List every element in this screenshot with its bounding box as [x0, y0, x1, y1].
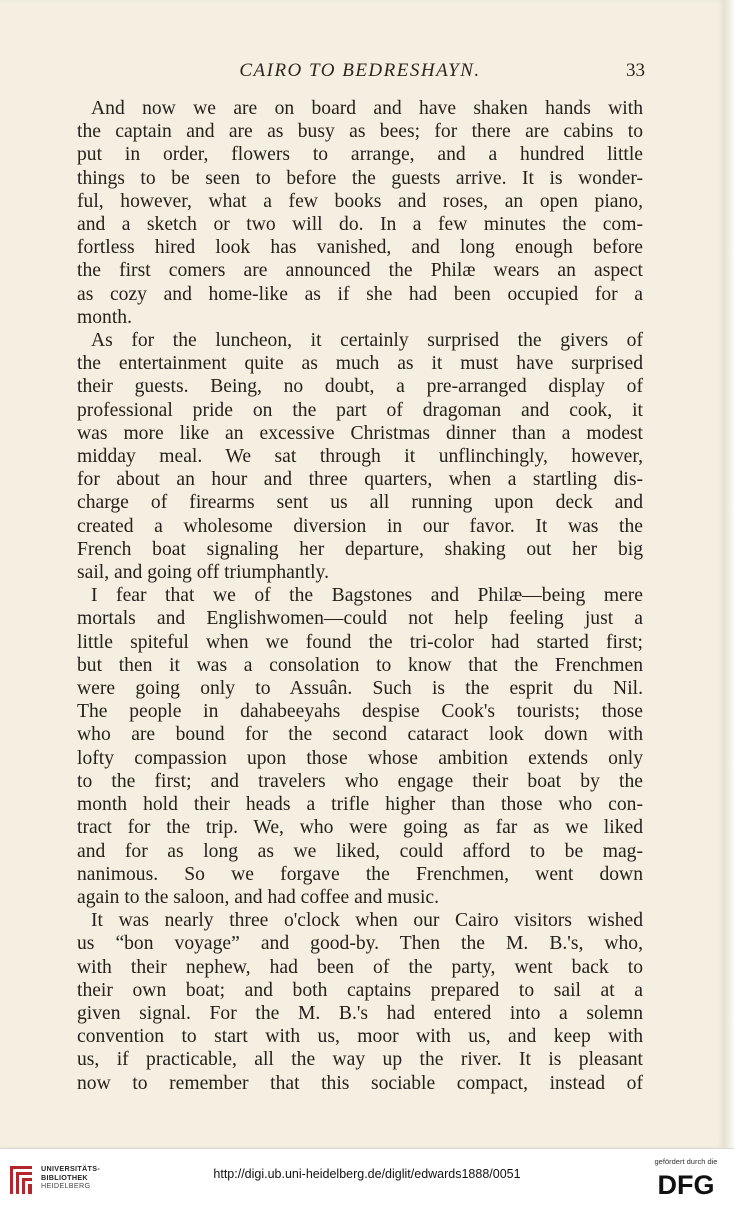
logo-line: HEIDELBERG	[41, 1181, 91, 1191]
text-line: their guests. Being, no doubt, a pre-arranged display of	[77, 376, 643, 398]
sponsor-note: gefördert durch die	[654, 1157, 718, 1166]
sponsor-block[interactable]	[648, 1157, 724, 1199]
text-line: mortals and Englishwomen—could not help feeling just a	[77, 608, 643, 630]
text-line: things to be seen to before the guests arrive. It is wonder-	[77, 167, 643, 189]
text-line: us, if practicable, all the way up the river. It is pleasant	[77, 1049, 643, 1071]
text-line: was more like an excessive Christmas dinner than a modest	[77, 422, 643, 444]
text-line: fortless hired look has vanished, and long enough before	[77, 237, 643, 259]
text-line: midday meal. We sat through it unflinchingly, however,	[77, 446, 643, 468]
text-line: given signal. For the M. B.'s had entered into a solemn	[77, 1002, 643, 1024]
text-line: and a sketch or two will do. In a few minutes the com-	[77, 214, 643, 236]
dfg-logo-icon	[648, 1169, 724, 1199]
text-line: The people in dahabeeyahs despise Cook's tourists; those	[77, 701, 643, 723]
text-line: the entertainment quite as much as it must have surprised	[77, 353, 643, 375]
text-line: lofty compassion upon those whose ambition extends only	[77, 747, 643, 769]
text-line: as cozy and home-like as if she had been occupied for a	[77, 283, 643, 305]
text-line: ful, however, what a few books and roses, an open piano,	[77, 190, 643, 212]
logo-line: UNIVERSITÄTS-	[41, 1164, 101, 1173]
text-line: charge of firearms sent us all running upon deck and	[77, 492, 643, 514]
running-head	[75, 60, 645, 88]
logo-line: BIBLIOTHEK	[41, 1172, 88, 1182]
footer-bar	[0, 1148, 734, 1207]
text-line: and for as long as we liked, could afford to be mag-	[77, 840, 643, 862]
text-line: who are bound for the second cataract look down with	[77, 724, 643, 746]
text-line: created a wholesome diversion in our favor. It was the	[77, 515, 643, 537]
page-edge	[724, 0, 734, 1148]
text-line: the captain and are as busy as bees; for there are cabins to	[77, 121, 643, 143]
dfg-logo-text: DFG	[657, 1170, 715, 1199]
text-body	[77, 97, 643, 1095]
text-line: but then it was a consolation to know that the Frenchmen	[77, 654, 643, 676]
text-line: convention to start with us, moor with us, and keep with	[77, 1026, 643, 1048]
text-line: with their nephew, had been of the party, went back to	[77, 956, 643, 978]
text-line: sail, and going off triumphantly.	[77, 562, 329, 584]
text-line: to the first; and travelers who engage their boat by the	[77, 770, 643, 792]
running-title: CAIRO TO BEDRESHAYN.	[239, 60, 481, 81]
text-line: us “bon voyage” and good-by. Then the M. B.'s, who,	[77, 933, 643, 955]
text-line: little spiteful when we found the tri-color had started first;	[77, 631, 643, 653]
text-line: their own boat; and both captains prepared to sail at a	[77, 979, 643, 1001]
text-line: nanimous. So we forgave the Frenchmen, went down	[77, 863, 643, 885]
text-line: And now we are on board and have shaken hands with	[91, 98, 643, 119]
text-line: month.	[77, 306, 132, 328]
text-line: now to remember that this sociable compact, instead of	[77, 1072, 643, 1094]
text-line: tract for the trip. We, who were going as far as we liked	[77, 817, 643, 839]
text-line: were going only to Assuân. Such is the esprit du Nil.	[77, 678, 643, 700]
text-line: I fear that we of the Bagstones and Philæ—being mere	[91, 585, 643, 607]
text-line: the first comers are announced the Philæ wears an aspect	[77, 260, 643, 282]
page-number: 33	[626, 60, 645, 81]
text-line: month hold their heads a trifle higher than those who con-	[77, 794, 643, 816]
text-line: again to the saloon, and had coffee and music.	[77, 886, 440, 908]
text-line: French boat signaling her departure, shaking out her big	[77, 538, 643, 560]
text-line: As for the luncheon, it certainly surprised the givers of	[91, 330, 643, 352]
text-line: professional pride on the part of dragoman and cook, it	[77, 399, 643, 421]
text-line: It was nearly three o'clock when our Cairo visitors wished	[91, 910, 643, 932]
source-url-link[interactable]: http://digi.ub.uni-heidelberg.de/diglit/edwards1888/0051	[213, 1167, 521, 1181]
text-line: for about an hour and three quarters, when a startling dis-	[77, 469, 643, 491]
text-line: put in order, flowers to arrange, and a hundred little	[77, 144, 643, 166]
